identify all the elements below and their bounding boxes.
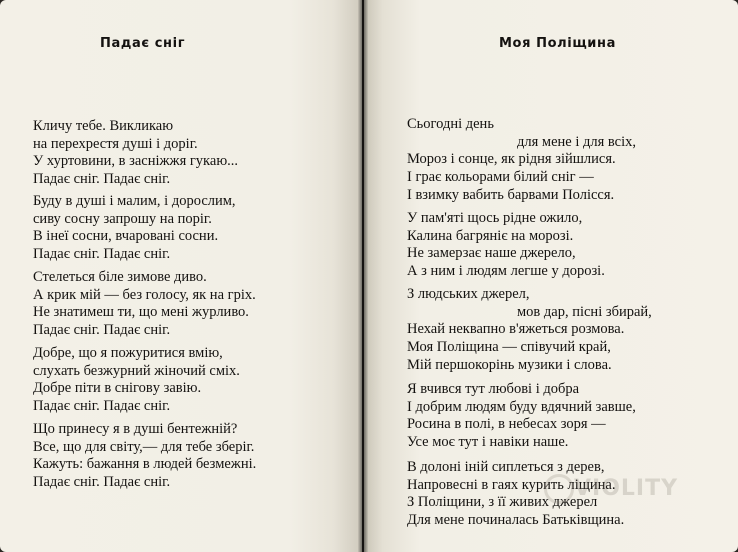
verse-line: Падає сніг. Падає сніг. xyxy=(33,398,171,415)
right-page xyxy=(364,0,738,552)
verse-line: Падає сніг. Падає сніг. xyxy=(33,246,171,263)
verse-line: Усе моє тут і навіки наше. xyxy=(407,434,569,451)
verse-line: І добрим людям буду вдячний завше, xyxy=(407,398,636,415)
verse-line: Не знатимеш ти, що мені журливо. xyxy=(33,304,249,321)
verse-line: сиву сосну запрошу на поріг. xyxy=(33,210,212,227)
verse-line: З Поліщини, з її живих джерел xyxy=(407,494,598,511)
right-stanza-1 xyxy=(407,116,636,205)
verse-line: Стелеться біле зимове диво. xyxy=(33,269,207,285)
verse-line: Сьогодні день xyxy=(407,116,494,132)
verse-line: для мене і для всіх, xyxy=(517,133,637,150)
watermark-logo-icon xyxy=(544,474,574,504)
right-stanza-4 xyxy=(407,381,636,452)
verse-line: У хуртовини, в засніжжя гукаю... xyxy=(33,153,239,170)
verse-line: І грає кольорами білий сніг — xyxy=(407,169,594,186)
verse-line: В інеї сосни, вчаровані сосни. xyxy=(33,228,219,245)
verse-line: Мій першокорінь музики і слова. xyxy=(407,356,612,373)
left-stanza-3 xyxy=(33,269,256,340)
left-page xyxy=(0,0,362,552)
verse-line: Падає сніг. Падає сніг. xyxy=(33,474,171,491)
verse-line: Я вчився тут любові і добра xyxy=(407,381,580,397)
verse-line: Буду в душі і малим, і дорослим, xyxy=(33,193,236,209)
verse-line: слухать безжурний жіночий сміх. xyxy=(33,362,240,379)
left-page-title: Падає сніг xyxy=(100,36,186,51)
verse-line: З людських джерел, xyxy=(407,286,530,302)
book-gutter xyxy=(358,0,368,552)
verse-line: Кажуть: бажання в людей безмежні. xyxy=(33,456,257,473)
verse-line: А з ним і людям легше у дорозі. xyxy=(407,263,605,280)
verse-line: Нехай неквапно в'яжеться розмова. xyxy=(407,321,625,338)
verse-line: Напровесні в гаях курить ліщина. xyxy=(407,476,616,493)
verse-line: мов дар, пісні збирай, xyxy=(517,303,652,320)
verse-line: У пам'яті щось рідне ожило, xyxy=(407,210,583,226)
left-stanza-1 xyxy=(33,118,238,189)
verse-line: В долоні іній сиплеться з дерев, xyxy=(407,459,605,475)
verse-line: Добре, що я пожуритися вмію, xyxy=(33,345,223,361)
verse-line: І взимку вабить барвами Полісся. xyxy=(407,186,615,203)
verse-line: Мороз і сонце, як рідня зійшлися. xyxy=(407,151,616,168)
verse-line: Падає сніг. Падає сніг. xyxy=(33,322,171,339)
verse-line: Для мене починалась Батьківщина. xyxy=(407,512,625,529)
verse-line: Моя Поліщина — співучий край, xyxy=(407,339,611,356)
verse-line: Кличу тебе. Викликаю xyxy=(33,118,174,134)
verse-line: Калина багряніє на морозі. xyxy=(407,227,574,244)
watermark: VIOLITY xyxy=(574,476,679,501)
right-stanza-2 xyxy=(407,210,605,281)
verse-line: Що принесу я в душі бентежній? xyxy=(33,421,238,437)
right-page-title: Моя Поліщина xyxy=(499,36,616,51)
left-stanza-2 xyxy=(33,193,236,264)
verse-line: Падає сніг. Падає сніг. xyxy=(33,171,171,188)
verse-line: Все, що для світу,— для тебе зберіг. xyxy=(33,438,255,455)
verse-line: Не замерзає наше джерело, xyxy=(407,245,576,262)
verse-line: А крик мій — без голосу, як на гріх. xyxy=(33,286,256,303)
left-stanza-5 xyxy=(33,421,256,492)
verse-line: Добре піти в сніговy завію. xyxy=(33,380,202,397)
right-stanza-3 xyxy=(407,286,652,375)
left-stanza-4 xyxy=(33,345,240,416)
verse-line: Росина в полі, в небесах зоря — xyxy=(407,416,606,433)
verse-line: на перехрестя душі і доріг. xyxy=(33,135,198,152)
